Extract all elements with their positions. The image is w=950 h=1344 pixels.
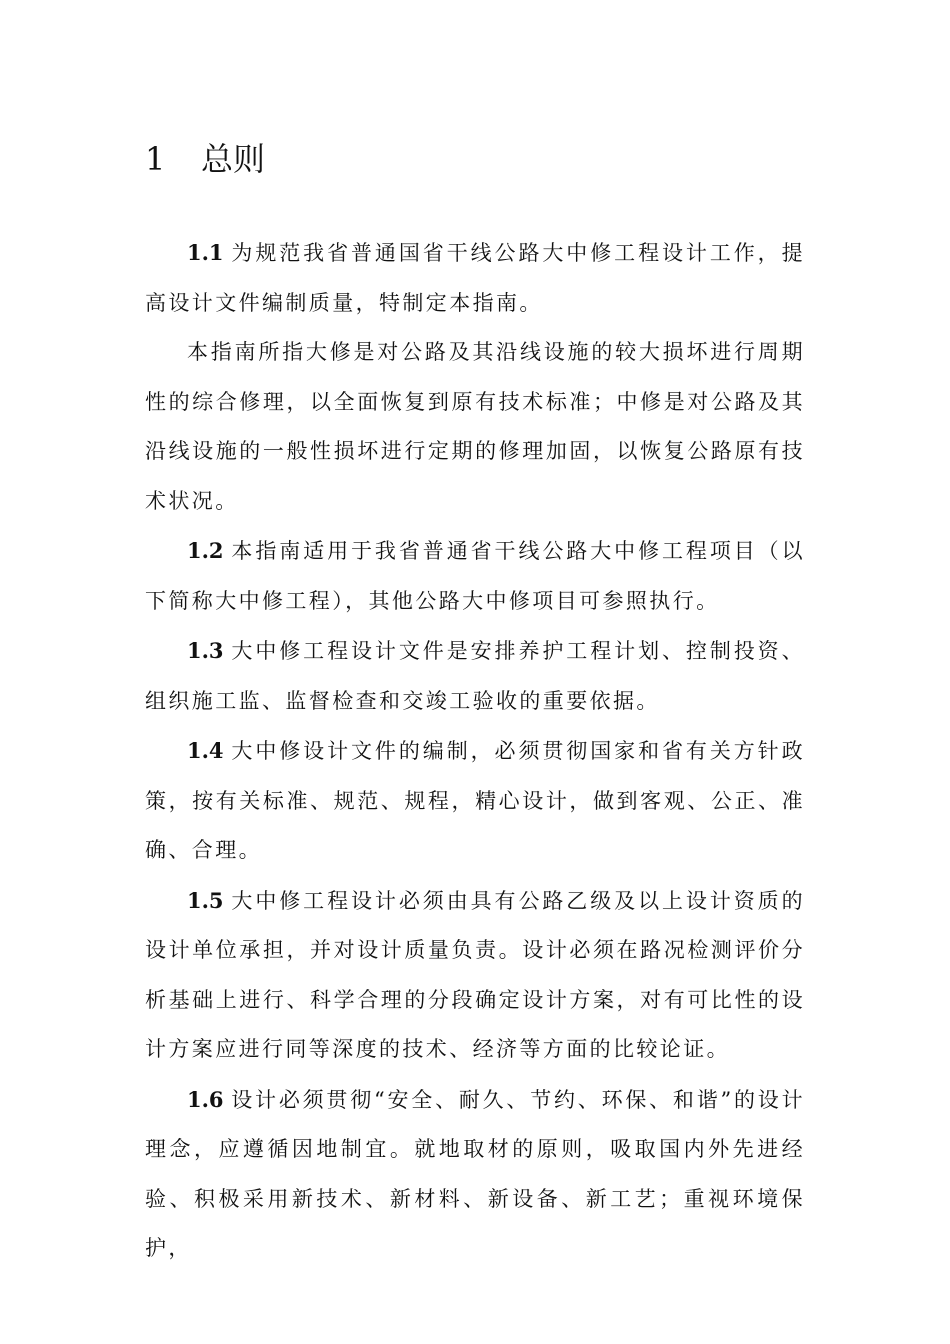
chapter-title: 总则	[201, 140, 266, 178]
document-body	[145, 228, 805, 1274]
clause-number: 1.1	[187, 240, 224, 265]
chapter-heading	[145, 135, 265, 183]
paragraph-text: 本指南所指大修是对公路及其沿线设施的较大损坏进行周期性的综合修理，以全面恢复到原有技术标准；中修是对公路及其沿线设施的一般性损坏进行定期的修理加固，以恢复公路原有技术状况。	[145, 340, 805, 513]
paragraph-1-5	[145, 876, 805, 1075]
paragraph-text: 大中修工程设计文件是安排养护工程计划、控制投资、组织施工监、监督检查和交竣工验收的重要依据。	[145, 639, 805, 713]
clause-number: 1.6	[187, 1086, 224, 1112]
paragraph-text: 大中修设计文件的编制，必须贯彻国家和省有关方针政策，按有关标准、规范、规程，精心设计，做到客观、公正、准确、合理。	[145, 739, 805, 862]
clause-number: 1.2	[187, 538, 224, 563]
paragraph-1-3	[145, 626, 805, 726]
clause-number: 1.4	[187, 738, 224, 763]
paragraph-1-6	[145, 1075, 805, 1274]
paragraph-1-4	[145, 726, 805, 876]
chapter-number: 1	[145, 140, 166, 178]
paragraph-text: 大中修工程设计必须由具有公路乙级及以上设计资质的设计单位承担，并对设计质量负责。设计必须在路况检测评价分析基础上进行、科学合理的分段确定设计方案，对有可比性的设计方案应进行同等深度的技术、经济等方面的比较论证。	[145, 888, 805, 1061]
paragraph-1-1	[145, 228, 805, 328]
paragraph-text: 为规范我省普通国省干线公路大中修工程设计工作，提高设计文件编制质量，特制定本指南。	[145, 241, 805, 315]
paragraph-1-2	[145, 526, 805, 626]
clause-number: 1.5	[187, 887, 224, 913]
paragraph-text: 本指南适用于我省普通省干线公路大中修工程项目（以下简称大中修工程），其他公路大中修项目可参照执行。	[145, 539, 805, 613]
paragraph-text: 设计必须贯彻“安全、耐久、节约、环保、和谐”的设计理念，应遵循因地制宜。就地取材的原则，吸取国内外先进经验、积极采用新技术、新材料、新设备、新工艺；重视环境保护，	[145, 1087, 805, 1260]
clause-number: 1.3	[187, 638, 224, 663]
paragraph-1-1-definition	[145, 328, 805, 526]
